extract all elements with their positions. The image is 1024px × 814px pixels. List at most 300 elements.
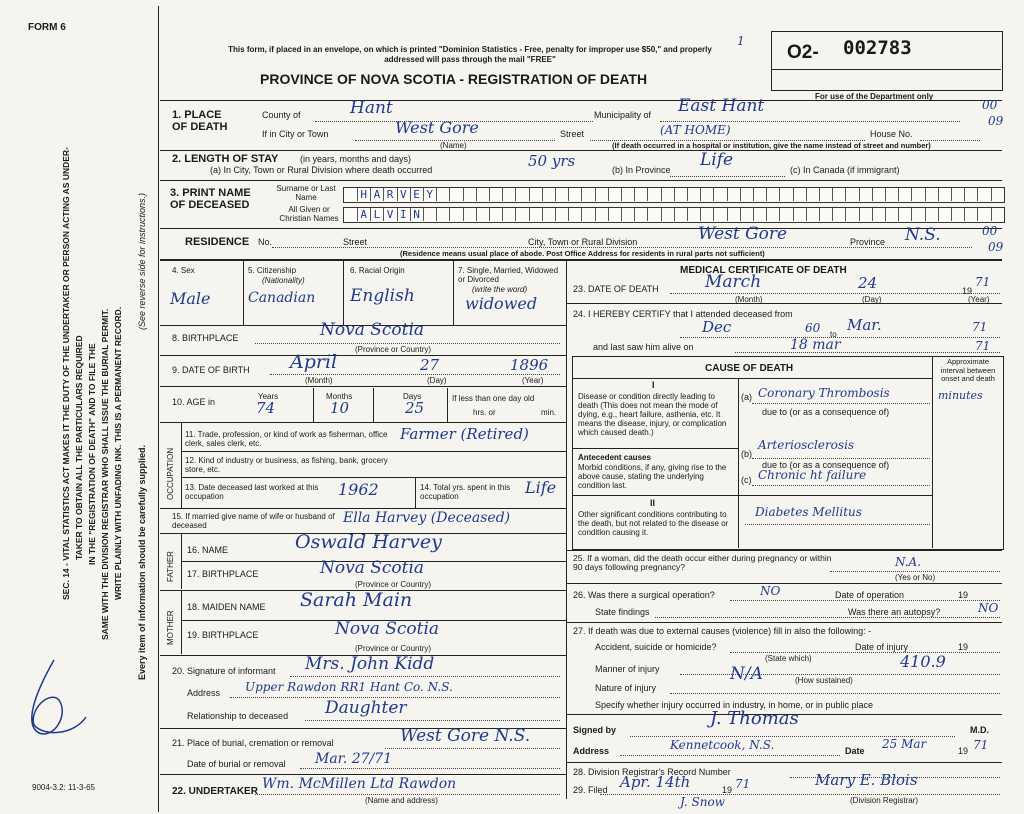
filed-line xyxy=(600,794,1000,795)
rule-10 xyxy=(181,451,566,452)
cause-a-line xyxy=(752,403,930,404)
external-label: 27. If death was due to external causes (violence) fill in also the following: - xyxy=(573,626,872,636)
mother-bp-caption: (Province or Country) xyxy=(355,644,432,653)
surname-cell xyxy=(766,188,780,201)
mother-bp: Nova Scotia xyxy=(335,619,440,639)
surname-cell: V xyxy=(397,188,411,201)
house-label: House No. xyxy=(870,129,913,139)
burial-place: West Gore N.S. xyxy=(400,726,531,746)
given-cell xyxy=(859,208,873,221)
surname-cell xyxy=(832,188,846,201)
interval-label: Approximate interval between onset and death xyxy=(940,357,996,383)
rule-8 xyxy=(160,386,566,387)
marital-label: 7. Single, Married, Widowed or Divorced xyxy=(458,266,559,284)
cause-mid-rule xyxy=(572,448,738,449)
med-date-label: Date xyxy=(845,746,865,756)
check-mark: 1 xyxy=(737,34,745,48)
informant-address: Upper Rawdon RR1 Hant Co. N.S. xyxy=(245,680,453,694)
burial-date: Mar. 27/71 xyxy=(315,751,393,767)
rule-9 xyxy=(160,422,566,423)
industry-label: 12. Kind of industry or business, as fishing, bank, grocery store, etc. xyxy=(185,456,388,474)
given-cell xyxy=(423,208,437,221)
mother-side-label: MOTHER xyxy=(166,610,175,645)
given-cell xyxy=(687,208,701,221)
residence-street-label: Street xyxy=(343,237,368,247)
dob-year: 1896 xyxy=(510,356,549,374)
dod-label: 23. DATE OF DEATH xyxy=(573,284,659,294)
medical-title: MEDICAL CERTIFICATE OF DEATH xyxy=(680,265,847,276)
given-cell xyxy=(608,208,622,221)
given-cell xyxy=(582,208,596,221)
given-cell xyxy=(898,208,912,221)
form-code: 9004-3.2: 11-3-65 xyxy=(32,783,96,792)
surname-cell xyxy=(568,188,582,201)
total-years-label: 14. Total yrs. spent in this occupation xyxy=(420,483,511,501)
given-cell xyxy=(925,208,939,221)
na-mark: N/A xyxy=(730,664,763,684)
marital-value: widowed xyxy=(465,294,538,313)
date-injury-19: 19 xyxy=(958,642,969,652)
relationship-label: Relationship to deceased xyxy=(187,711,289,721)
dob-line xyxy=(270,374,560,375)
rule-4 xyxy=(160,228,1002,229)
stay-b-value: Life xyxy=(700,150,734,170)
given-cell xyxy=(885,208,899,221)
rule-m1 xyxy=(566,303,1002,304)
age-days: 25 xyxy=(405,399,425,417)
burial-place-line xyxy=(385,748,560,749)
father-bp-label: 17. BIRTHPLACE xyxy=(187,569,259,579)
relationship-line xyxy=(305,720,560,721)
cause-b: Arteriosclerosis xyxy=(758,438,855,452)
age-days-caption: Days xyxy=(403,392,422,401)
birthplace-value: Nova Scotia xyxy=(320,320,425,340)
given-cell xyxy=(648,208,662,221)
municipality-label: Municipality of xyxy=(594,110,652,120)
marital-sub: (write the word) xyxy=(472,285,528,294)
given-label: All Given or Christian Names xyxy=(279,205,339,223)
surname-cell xyxy=(991,188,1005,201)
due-to-2: due to (or as a consequence of) xyxy=(762,460,890,470)
age-months-caption: Months xyxy=(326,392,353,401)
certify-to-month: Mar. xyxy=(847,316,882,334)
last-worked-value: 1962 xyxy=(338,480,379,499)
dod-year: 71 xyxy=(975,275,991,289)
dod-day: 24 xyxy=(858,274,878,292)
surname-cell xyxy=(344,188,358,201)
given-cell xyxy=(991,208,1005,221)
surname-cell xyxy=(542,188,556,201)
dod-year-caption: (Year) xyxy=(968,295,990,304)
father-name: Oswald Harvey xyxy=(295,531,442,553)
middle-divider xyxy=(566,259,567,799)
municipality-line xyxy=(660,121,960,122)
given-cell: N xyxy=(410,208,424,221)
total-years-value: Life xyxy=(525,478,557,497)
alive-line xyxy=(735,352,1000,353)
signed-value: J. Thomas xyxy=(710,708,799,729)
other-label: Other significant conditions contributing to the death, but not related to the disease or condition causing it. xyxy=(578,510,729,537)
certify-label: 24. I HEREBY CERTIFY that I attended deceased from xyxy=(573,309,793,319)
cause-b-label: (b) xyxy=(741,449,752,459)
margin-sec14: SEC. 14 - VITAL STATISTICS ACT MAKES IT THE DUTY OF THE UNDERTAKER OR PERSON ACTING AS UNDER- xyxy=(61,147,71,600)
filed-year: 71 xyxy=(735,777,751,791)
margin-flourish xyxy=(14,655,94,740)
surname-cell xyxy=(436,188,450,201)
city-value: West Gore xyxy=(395,118,479,137)
rule-2 xyxy=(160,150,1002,151)
place-of-death-label: 1. PLACE OF DEATH xyxy=(172,109,228,133)
med-date-year: 71 xyxy=(973,738,989,752)
certify-from-year: 60 xyxy=(805,321,821,335)
rule-12 xyxy=(160,508,566,509)
manner-label: Manner of injury xyxy=(595,664,660,674)
surname-cell xyxy=(700,188,714,201)
surname-cell xyxy=(793,188,807,201)
informant-sig-label: 20. Signature of informant xyxy=(172,666,276,676)
autopsy-label: Was there an autopsy? xyxy=(848,607,941,617)
cause-header-rule xyxy=(572,378,932,379)
margin-line7: (See reverse side for instructions.) xyxy=(137,192,147,330)
dept-use-label: For use of the Department only xyxy=(815,92,934,101)
surname-cell xyxy=(885,188,899,201)
given-cell xyxy=(489,208,503,221)
dob-day-caption: (Day) xyxy=(427,376,447,385)
cause-c-label: (c) xyxy=(741,475,752,485)
md-label: M.D. xyxy=(970,725,989,735)
med-date: 25 Mar xyxy=(882,737,927,751)
reg-box-divider xyxy=(772,69,1001,70)
length-of-stay-label: 2. LENGTH OF STAY xyxy=(172,153,279,165)
woman-label: 25. If a woman, did the death occur either during pregnancy or within 90 days following pregnancy? xyxy=(573,553,832,572)
surname-cell xyxy=(819,188,833,201)
burial-date-line xyxy=(300,768,560,769)
length-sub: (in years, months and days) xyxy=(300,154,412,164)
birthplace-line xyxy=(255,343,560,344)
given-boxes xyxy=(343,207,1005,223)
alive-value: 18 mar xyxy=(790,337,841,353)
surname-cell xyxy=(859,188,873,201)
name-caption: (Name) xyxy=(440,141,467,150)
antecedent-label: Antecedent causes xyxy=(578,453,651,462)
given-cell xyxy=(516,208,530,221)
margin-line3: IN THE "REGISTRATION OF DEATH" AND TO FILE THE xyxy=(87,343,97,565)
name-label: 3. PRINT NAME OF DECEASED xyxy=(170,187,251,211)
margin-line5: WRITE PLAINLY WITH UNFADING INK. THIS IS A PERMANENT RECORD. xyxy=(113,306,123,600)
rule-m3 xyxy=(566,583,1002,584)
surname-cell xyxy=(648,188,662,201)
surname-cell xyxy=(674,188,688,201)
trade-value: Farmer (Retired) xyxy=(400,425,529,443)
other-line xyxy=(745,524,930,525)
occupation-side-label: OCCUPATION xyxy=(166,447,175,500)
residence-province-label: Province xyxy=(850,237,886,247)
given-cell xyxy=(780,208,794,221)
age-years-caption: Years xyxy=(258,392,279,401)
surgical-label: 26. Was there a surgical operation? xyxy=(573,590,715,600)
stay-a-value: 50 yrs xyxy=(528,152,576,170)
birthplace-label: 8. BIRTHPLACE xyxy=(172,333,239,343)
father-bp-caption: (Province or Country) xyxy=(355,580,432,589)
surname-cell xyxy=(806,188,820,201)
citizenship-value: Canadian xyxy=(248,290,316,306)
date-op-19: 19 xyxy=(958,590,969,600)
surname-cell xyxy=(516,188,530,201)
burial-place-label: 21. Place of burial, cremation or removal xyxy=(172,738,334,748)
residence-city-label: City, Town or Rural Division xyxy=(528,237,638,247)
last-worked-label: 13. Date deceased last worked at this occupation xyxy=(185,483,319,501)
surname-cell xyxy=(634,188,648,201)
undertaker-line xyxy=(255,794,560,795)
residence-province: N.S. xyxy=(905,225,941,245)
filed-value: Apr. 14th xyxy=(620,773,691,791)
burial-date-label: Date of burial or removal xyxy=(187,759,286,769)
given-cell xyxy=(700,208,714,221)
given-cell xyxy=(793,208,807,221)
reg-number: 002783 xyxy=(843,37,912,59)
age-div-1 xyxy=(313,388,314,422)
given-cell xyxy=(872,208,886,221)
given-cell xyxy=(832,208,846,221)
dob-year-caption: (Year) xyxy=(522,376,544,385)
header-notice: This form, if placed in an envelope, on which is printed "Dominion Statistics - Free, penalty for improper use $50," and properly addressed will pass through the mail "FREE" xyxy=(228,45,712,64)
rule-5 xyxy=(160,259,1002,261)
age-div-3 xyxy=(447,388,448,422)
sex-label: 4. Sex xyxy=(172,266,195,275)
surname-cell xyxy=(450,188,464,201)
citizenship-sub: (Nationality) xyxy=(262,276,305,285)
residence-label: RESIDENCE xyxy=(185,236,250,248)
margin-line4: SAME WITH THE DIVISION REGISTRAR WHO SHALL ISSUE THE BURIAL PERMIT. xyxy=(100,308,110,640)
left-margin-rule xyxy=(158,6,159,812)
surname-cell xyxy=(502,188,516,201)
given-cell xyxy=(621,208,635,221)
spouse-label: 15. If married give name of wife or husband of deceased xyxy=(172,512,335,530)
given-cell xyxy=(344,208,358,221)
specify-label: Specify whether injury occurred in industry, in home, or in public place xyxy=(595,700,873,710)
hrs-label: hrs. or xyxy=(473,408,496,417)
rule-m6 xyxy=(566,762,1002,763)
maiden-label: 18. MAIDEN NAME xyxy=(187,602,266,612)
div-4-5 xyxy=(243,261,244,325)
given-cell: I xyxy=(397,208,411,221)
given-cell: V xyxy=(384,208,398,221)
given-cell xyxy=(595,208,609,221)
street-label: Street xyxy=(560,129,585,139)
given-cell xyxy=(964,208,978,221)
stay-b-line xyxy=(670,176,785,177)
surname-cell xyxy=(964,188,978,201)
surname-cell: E xyxy=(410,188,424,201)
signed-label: Signed by xyxy=(573,725,617,735)
residence-note: (Residence means usual place of abode. Post Office Address for residents in rural parts not sufficient) xyxy=(400,249,765,258)
given-cell xyxy=(634,208,648,221)
dob-month: April xyxy=(290,351,338,373)
due-to-1: due to (or as a consequence of) xyxy=(762,407,890,417)
residence-no-label: No. xyxy=(258,237,273,247)
given-cell: A xyxy=(357,208,371,221)
father-side-label: FATHER xyxy=(166,551,175,582)
rule-top xyxy=(160,100,1002,101)
dept-code-2: 09 xyxy=(988,114,1004,128)
woman-line xyxy=(830,571,1000,572)
father-name-label: 16. NAME xyxy=(187,545,229,555)
med-address-label: Address xyxy=(573,746,610,756)
residence-code-2: 09 xyxy=(988,240,1004,254)
woman-value: N.A. xyxy=(895,555,922,569)
given-cell xyxy=(714,208,728,221)
rule-3 xyxy=(160,180,1002,181)
given-cell xyxy=(912,208,926,221)
given-cell xyxy=(806,208,820,221)
surname-cell xyxy=(714,188,728,201)
rule-11 xyxy=(181,477,566,478)
residence-code-1: 00 xyxy=(982,224,998,238)
rule-m4 xyxy=(566,622,1002,623)
rule-19 xyxy=(160,774,566,775)
given-cell xyxy=(938,208,952,221)
code-value: 410.9 xyxy=(900,652,946,671)
given-cell xyxy=(819,208,833,221)
div-6-7 xyxy=(453,261,454,325)
surname-cell xyxy=(898,188,912,201)
how-sustained-caption: (How sustained) xyxy=(795,676,853,685)
surname-cell xyxy=(595,188,609,201)
interval-a: minutes xyxy=(938,389,983,402)
undertaker-caption: (Name and address) xyxy=(365,796,438,805)
cause-a-label: (a) xyxy=(741,392,752,402)
origin-value: English xyxy=(350,286,415,306)
informant-sig-line xyxy=(290,676,560,677)
other-value: Diabetes Mellitus xyxy=(755,505,862,519)
occ-side-div xyxy=(181,422,182,508)
manner-line xyxy=(680,674,1000,675)
informant-sig: Mrs. John Kidd xyxy=(305,654,435,674)
nature-label: Nature of injury xyxy=(595,683,657,693)
dod-day-caption: (Day) xyxy=(862,295,882,304)
div-5-6 xyxy=(343,261,344,325)
citizenship-label: 5. Citizenship xyxy=(248,266,297,275)
given-cell xyxy=(978,208,992,221)
surname-cell xyxy=(555,188,569,201)
reg-prefix: O2- xyxy=(787,42,819,63)
cause-title: CAUSE OF DEATH xyxy=(705,363,794,374)
maiden-value: Sarah Main xyxy=(300,589,413,611)
birthplace-caption: (Province or Country) xyxy=(355,345,432,354)
given-cell xyxy=(463,208,477,221)
surname-cell: H xyxy=(357,188,371,201)
med-address-line xyxy=(620,755,840,756)
surname-cell xyxy=(476,188,490,201)
med-address: Kennetcook, N.S. xyxy=(670,738,775,752)
dob-day: 27 xyxy=(420,356,440,374)
informant-address-label: Address xyxy=(187,688,221,698)
dod-line xyxy=(670,293,1000,294)
surname-cell: A xyxy=(370,188,384,201)
surname-cell xyxy=(912,188,926,201)
mother-bp-label: 19. BIRTHPLACE xyxy=(187,630,259,640)
accident-label: Accident, suicide or homicide? xyxy=(595,642,717,652)
surname-cell: Y xyxy=(423,188,437,201)
surname-cell xyxy=(740,188,754,201)
dod-month: March xyxy=(705,272,762,292)
date-injury-label: Date of injury xyxy=(855,642,909,652)
surname-label: Surname or Last Name xyxy=(276,184,336,202)
municipality-value: East Hant xyxy=(678,96,765,116)
residence-line xyxy=(272,247,972,248)
surname-boxes xyxy=(343,187,1005,203)
antecedent-sub: Morbid conditions, if any, giving rise to the above cause, stating the underlying condition last. xyxy=(578,463,727,490)
undertaker-value: Wm. McMillen Ltd Rawdon xyxy=(262,776,457,792)
sex-value: Male xyxy=(170,289,211,308)
cause-c: Chronic ht failure xyxy=(758,468,867,482)
yes-no-caption: (Yes or No) xyxy=(895,573,936,582)
city-label: If in City or Town xyxy=(262,129,329,139)
surname-cell xyxy=(846,188,860,201)
snow-signature: J. Snow xyxy=(680,795,725,809)
surname-cell xyxy=(608,188,622,201)
given-cell xyxy=(766,208,780,221)
surname-cell xyxy=(489,188,503,201)
surname-cell xyxy=(780,188,794,201)
surname-cell xyxy=(463,188,477,201)
dod-year-prefix: 19 xyxy=(962,286,973,296)
less-day-label: If less than one day old xyxy=(452,394,535,403)
alive-year: 71 xyxy=(975,339,991,353)
surname-cell xyxy=(951,188,965,201)
rule-7 xyxy=(160,355,566,356)
spouse-value: Ella Harvey (Deceased) xyxy=(343,510,511,526)
date-op-label: Date of operation xyxy=(835,590,905,600)
dept-code-1: 00 xyxy=(982,98,998,112)
med-date-19: 19 xyxy=(958,746,969,756)
undertaker-label: 22. UNDERTAKER xyxy=(172,786,258,797)
surname-cell xyxy=(687,188,701,201)
given-cell xyxy=(568,208,582,221)
state-findings-label: State findings xyxy=(595,607,650,617)
surname-cell xyxy=(925,188,939,201)
registrar-sig: Mary E. Blois xyxy=(815,771,918,789)
surname-cell xyxy=(872,188,886,201)
record-label: 28. Division Registrar's Record Number xyxy=(573,767,731,777)
given-cell xyxy=(476,208,490,221)
given-cell xyxy=(753,208,767,221)
dob-label: 9. DATE OF BIRTH xyxy=(172,365,250,375)
cause-c-line xyxy=(752,485,930,486)
stay-b-label: (b) In Province xyxy=(612,165,671,175)
roman-1: I xyxy=(652,380,655,390)
given-cell xyxy=(542,208,556,221)
surname-cell xyxy=(727,188,741,201)
residence-city: West Gore xyxy=(698,224,788,244)
father-bp: Nova Scotia xyxy=(320,558,425,578)
form-label: FORM 6 xyxy=(28,22,66,33)
surname-cell xyxy=(753,188,767,201)
mother-side-div xyxy=(181,590,182,654)
surname-cell xyxy=(978,188,992,201)
given-cell xyxy=(436,208,450,221)
stay-a-label: (a) In City, Town or Rural Division where death occurred xyxy=(210,165,433,175)
filed-label: 29. Filed xyxy=(573,785,608,795)
certify-to-year: 71 xyxy=(972,320,988,334)
surname-cell: R xyxy=(384,188,398,201)
surname-cell xyxy=(582,188,596,201)
given-cell xyxy=(727,208,741,221)
given-cell xyxy=(846,208,860,221)
surname-cell xyxy=(938,188,952,201)
autopsy-value: NO xyxy=(978,601,999,615)
given-cell xyxy=(502,208,516,221)
